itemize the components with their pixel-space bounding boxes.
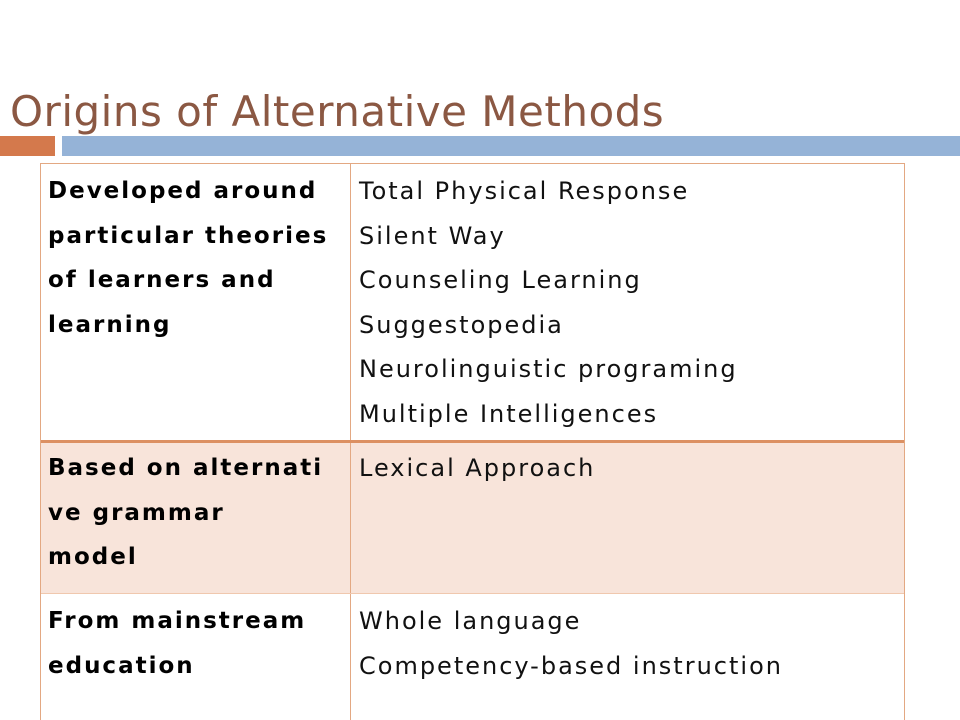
category-cell (41, 164, 350, 441)
title-accent-bar-orange (0, 136, 55, 156)
category-line: of learners and (48, 267, 276, 293)
category-cell (41, 594, 350, 720)
slide-title: Origins of Alternative Methods (10, 87, 665, 136)
method-item: Lexical Approach (359, 454, 596, 482)
method-item: Whole language (359, 607, 582, 635)
method-item: Counseling Learning (359, 266, 642, 294)
methods-cell (350, 594, 904, 720)
category-line: From mainstream (48, 608, 307, 634)
category-line: Developed around (48, 178, 318, 204)
category-line: education (48, 652, 195, 679)
methods-cell (350, 443, 904, 593)
method-item: Suggestopedia (359, 310, 564, 339)
category-line: ve grammar (48, 499, 225, 526)
method-item: Competency-based instruction (359, 651, 783, 680)
methods-cell (350, 164, 904, 441)
method-item: Multiple Intelligences (359, 399, 659, 428)
method-item: Neurolinguistic programing (359, 355, 738, 383)
table-row (41, 164, 904, 441)
category-line: learning (48, 311, 172, 338)
category-line: particular theories (48, 222, 329, 249)
methods-table (40, 163, 905, 720)
method-item: Total Physical Response (359, 177, 690, 205)
title-accent-bar-blue (62, 136, 960, 156)
category-cell (41, 443, 350, 593)
category-line: model (48, 544, 138, 570)
table-row (41, 593, 904, 720)
category-line: Based on alternati (48, 455, 324, 481)
table-row-highlighted (41, 440, 904, 593)
method-item: Silent Way (359, 221, 506, 250)
